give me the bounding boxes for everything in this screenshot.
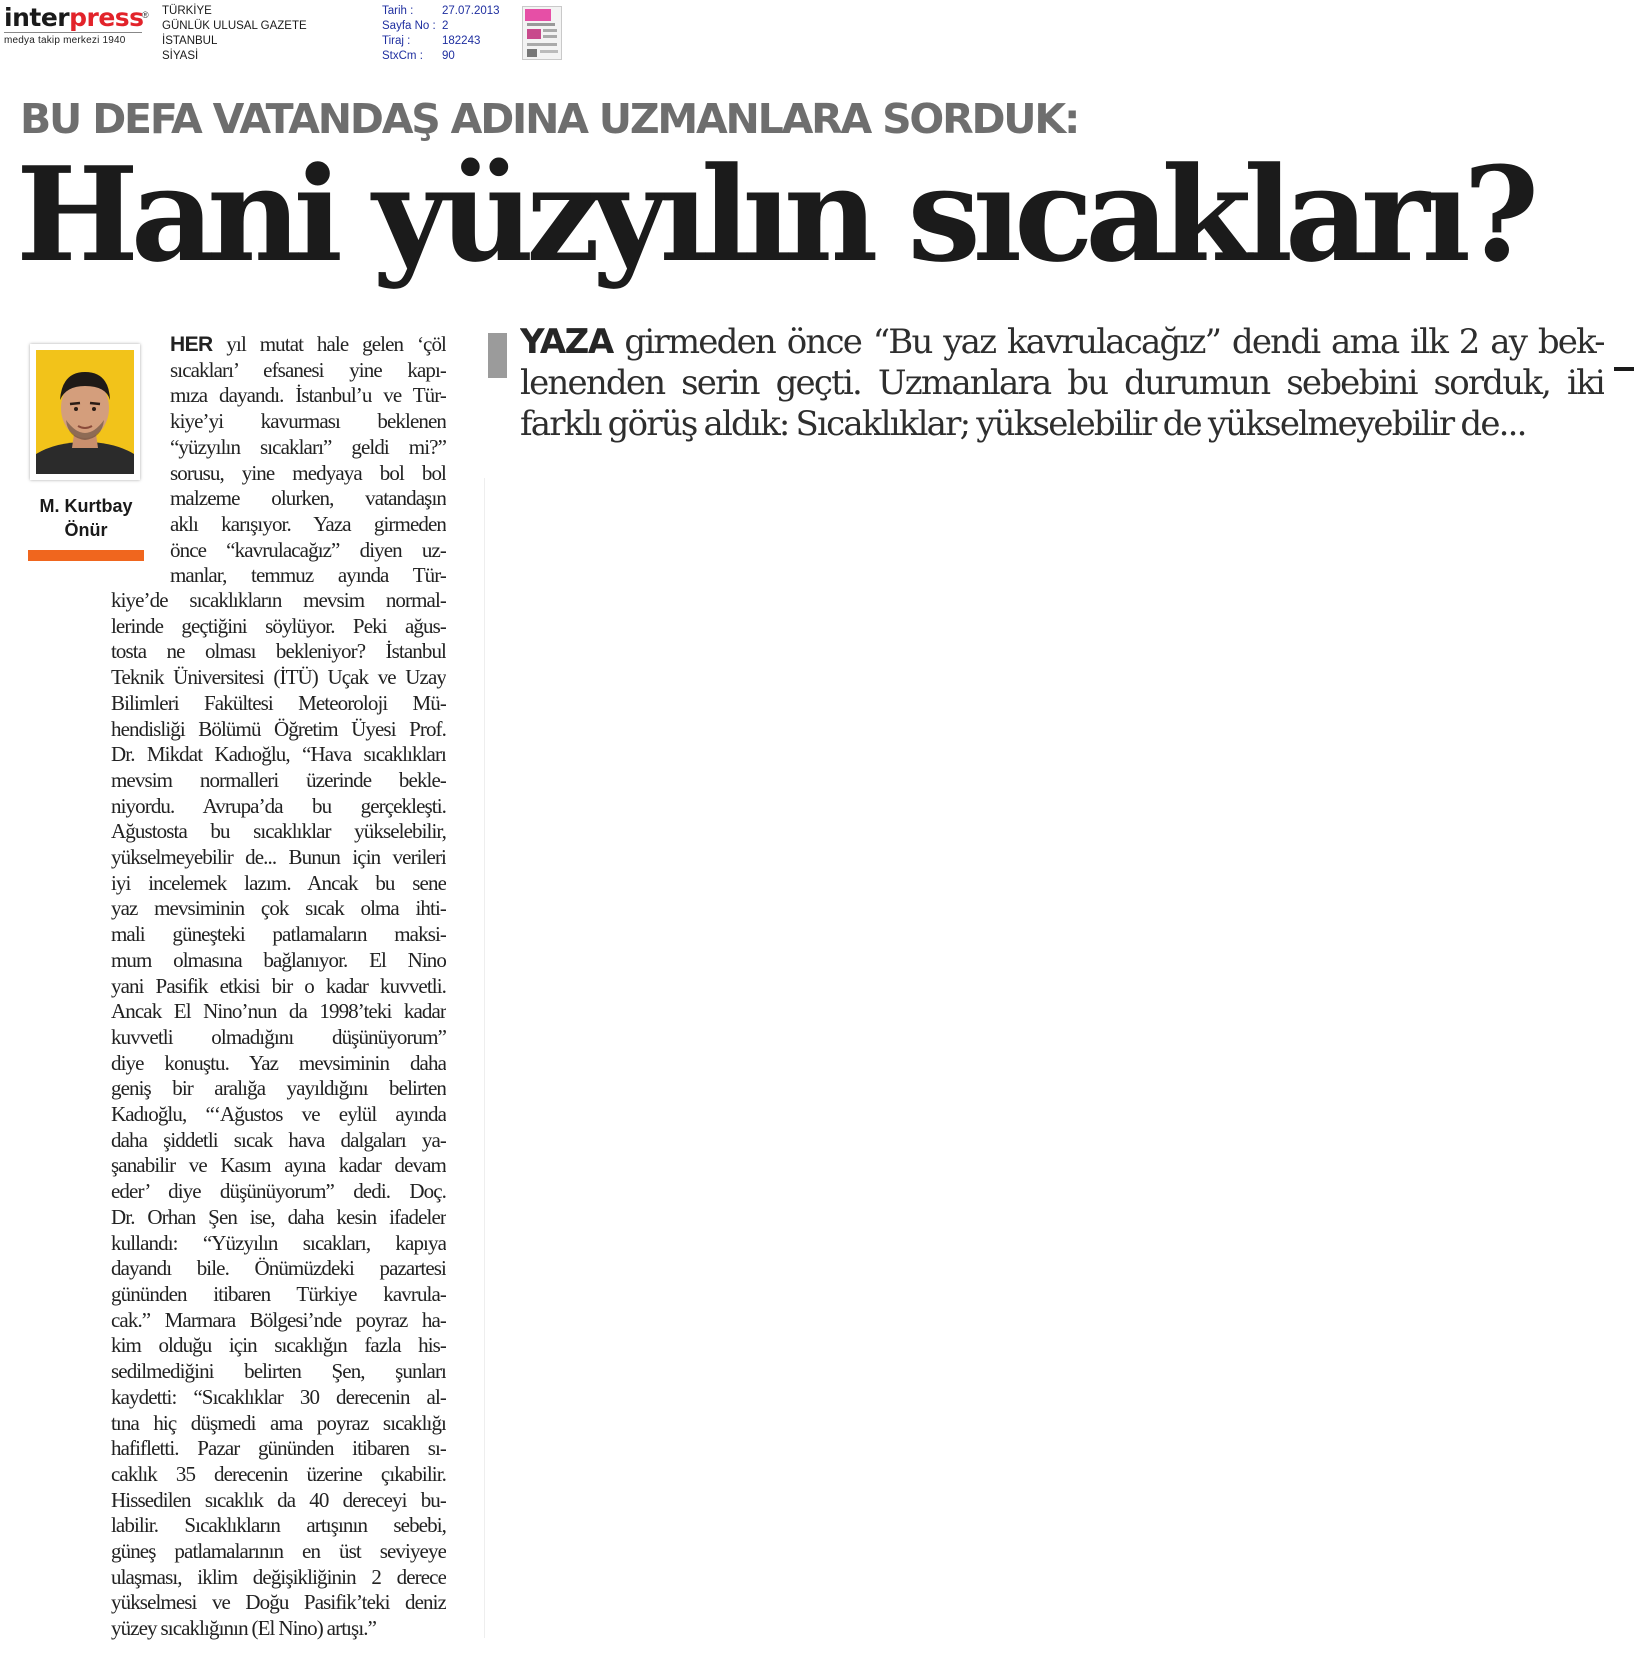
body-line: caklık 35 derecenin üzerine çıkabilir. [111, 1461, 446, 1486]
body-line: Bilimleri Fakültesi Meteoroloji Mü- [111, 690, 446, 715]
body-line: tosta ne olması bekleniyor? İstanbul [111, 639, 446, 664]
meta-value: 90 [442, 50, 455, 62]
registered-mark: ® [142, 10, 149, 20]
body-line: gününden itibaren Türkiye kavrula- [111, 1281, 446, 1306]
body-line: mum olmasına bağlanıyor. El Nino [111, 947, 446, 972]
edge-dash-mark [1614, 367, 1634, 371]
column-divider [484, 478, 485, 1638]
body-line: “yüzyılın sıcakları” geldi mi?” [170, 434, 446, 459]
author-portrait-icon [36, 350, 134, 474]
meta-row-stxcm [382, 49, 500, 64]
body-line: kiye’yi kavurması beklenen [170, 409, 446, 434]
body-line: önce “kavrulacağız” diyen uz- [170, 537, 446, 562]
clipping-header [0, 0, 620, 66]
body-line: yaz mevsiminin çok sıcak olma ihti- [111, 896, 446, 921]
publication-city: İSTANBUL [162, 35, 218, 47]
body-line: Dr. Mikdat Kadıoğlu, “Hava sıcaklıkları [111, 742, 446, 767]
body-line: Ağustosta bu sıcaklıklar yükselebilir, [111, 819, 446, 844]
body-line: mevsim normalleri üzerinde bekle- [111, 767, 446, 792]
author-last-name: Önür [64, 520, 108, 540]
article-spot [520, 322, 1604, 445]
body-line: yani Pasifik etkisi bir o kadar kuvvetli. [111, 973, 446, 998]
clipping-meta [382, 4, 500, 64]
meta-label: Tarih : [382, 5, 414, 17]
body-line: şanabilir ve Kasım ayına kadar devam [111, 1153, 446, 1178]
body-line: geniş bir aralığa yayıldığını belirten [111, 1076, 446, 1101]
spot-marker [488, 333, 507, 378]
author-photo [30, 344, 140, 480]
body-line: labilir. Sıcaklıkların artışının sebebi, [111, 1513, 446, 1538]
meta-label: Sayfa No : [382, 20, 436, 32]
author-first-name: M. Kurtbay [39, 496, 133, 516]
body-line: Dr. Orhan Şen ise, daha kesin ifadeler [111, 1204, 446, 1229]
body-line: yüzey sıcaklığının (El Nino) artışı.” [111, 1616, 377, 1641]
body-line: kiye’de sıcaklıkların mevsim normal- [111, 588, 446, 612]
body-lead-word: HER [170, 333, 213, 356]
body-line: mıza dayandı. İstanbul’u ve Tür- [170, 383, 446, 408]
page-thumbnail-icon[interactable] [522, 6, 562, 60]
author-name [28, 494, 144, 542]
meta-label: StxCm : [382, 50, 423, 62]
body-line: aklı karışıyor. Yaza girmeden [170, 511, 446, 536]
body-line: Ancak El Nino’nun da 1998’teki kadar [111, 999, 446, 1024]
body-line: güneş patlamalarının en üst seviyeye [111, 1539, 446, 1564]
body-line: Teknik Üniversitesi (İTÜ) Uçak ve Uzay [111, 665, 446, 690]
meta-row-page [382, 19, 500, 34]
body-column-wide [111, 588, 446, 1642]
publication-info [162, 4, 307, 64]
logo-word-inter: inter [4, 3, 70, 32]
body-line: yükselmeyebilir de... Bunun için verileri [111, 845, 446, 870]
body-line: hendisliği Bölümü Öğretim Üyesi Prof. [111, 716, 446, 741]
body-line: kullandı: “Yüzyılın sıcakları, kapıya [111, 1230, 446, 1255]
publication-type: GÜNLÜK ULUSAL GAZETE [162, 20, 307, 32]
body-line: diye konuştu. Yaz mevsiminin daha [111, 1050, 446, 1075]
body-line: daha şiddetli sıcak hava dalgaları ya- [111, 1127, 446, 1152]
body-line: yükselmesi ve Doğu Pasifik’teki deniz [111, 1590, 446, 1615]
author-accent-bar [28, 550, 144, 561]
logo-tagline: medya takip merkezi 1940 [4, 35, 126, 46]
publication-country: TÜRKİYE [162, 5, 212, 17]
body-line: kim olduğu için sıcaklığın fazla his- [111, 1333, 446, 1358]
body-line: cak.” Marmara Bölgesi’nde poyraz ha- [111, 1307, 446, 1332]
meta-label: Tiraj : [382, 35, 411, 47]
publication-category: SİYASİ [162, 50, 199, 62]
article-headline: Hani yüzyılın sıcakları? [16, 138, 1532, 291]
body-line: iyi incelemek lazım. Ancak bu sene [111, 870, 446, 895]
body-column-narrow [170, 332, 446, 589]
body-line [170, 332, 446, 358]
body-line: kaydetti: “Sıcaklıklar 30 derecenin al- [111, 1384, 446, 1409]
body-line: sorusu, yine medyaya bol bol [170, 460, 446, 485]
interpress-logo [4, 4, 154, 46]
article-kicker: BU DEFA VATANDAŞ ADINA UZMANLARA SORDUK: [20, 95, 1079, 143]
meta-row-circulation [382, 34, 500, 49]
body-line: niyordu. Avrupa’da bu gerçekleşti. [111, 793, 446, 818]
body-line: Hissedilen sıcaklık da 40 dereceyi bu- [111, 1487, 446, 1512]
logo-divider [4, 32, 142, 33]
body-line: sedilmediğini belirten Şen, şunları [111, 1359, 446, 1384]
spot-line: lenenden serin geçti. Uzmanlara bu durumun sebebini sorduk, iki [520, 363, 1604, 403]
body-line-text: yıl mutat hale gelen ‘çöl [226, 332, 446, 356]
spot-line [520, 322, 1604, 363]
body-line: ulaşması, iklim değişikliğinin 2 derece [111, 1564, 446, 1589]
meta-value: 27.07.2013 [442, 5, 500, 17]
logo-word-press: press [69, 3, 144, 32]
body-line: Kadıoğlu, “‘Ağustos ve eylül ayında [111, 1102, 446, 1127]
body-line: sıcakları’ efsanesi yine kapı- [170, 357, 446, 382]
body-line: lerinde geçtiğini söylüyor. Peki ağus- [111, 613, 446, 638]
body-line: kuvvetli olmadığını düşünüyorum” [111, 1024, 446, 1049]
meta-value: 2 [442, 20, 449, 32]
meta-row-date [382, 4, 500, 19]
body-line: eder’ diye düşünüyorum” dedi. Doç. [111, 1179, 446, 1204]
spot-lead-word: YAZA [520, 322, 613, 362]
body-line: hafifletti. Pazar gününden itibaren sı- [111, 1436, 446, 1461]
body-line: dayandı bile. Önümüzdeki pazartesi [111, 1256, 446, 1281]
body-line: manlar, temmuz ayında Tür- [170, 563, 446, 588]
logo-wordmark [4, 4, 154, 32]
body-line: malzeme olurken, vatandaşın [170, 486, 446, 511]
spot-line: farklı görüş aldık: Sıcaklıklar; yükselebilir de yükselmeyebilir de... [520, 404, 1526, 444]
body-line: mali güneşteki patlamaların maksi- [111, 922, 446, 947]
spot-line-text: girmeden önce “Bu yaz kavrulacağız” dendi ama ilk 2 ay bek- [624, 322, 1604, 362]
body-line: tına hiç düşmedi ama poyraz sıcaklığı [111, 1410, 446, 1435]
meta-value: 182243 [442, 35, 481, 47]
